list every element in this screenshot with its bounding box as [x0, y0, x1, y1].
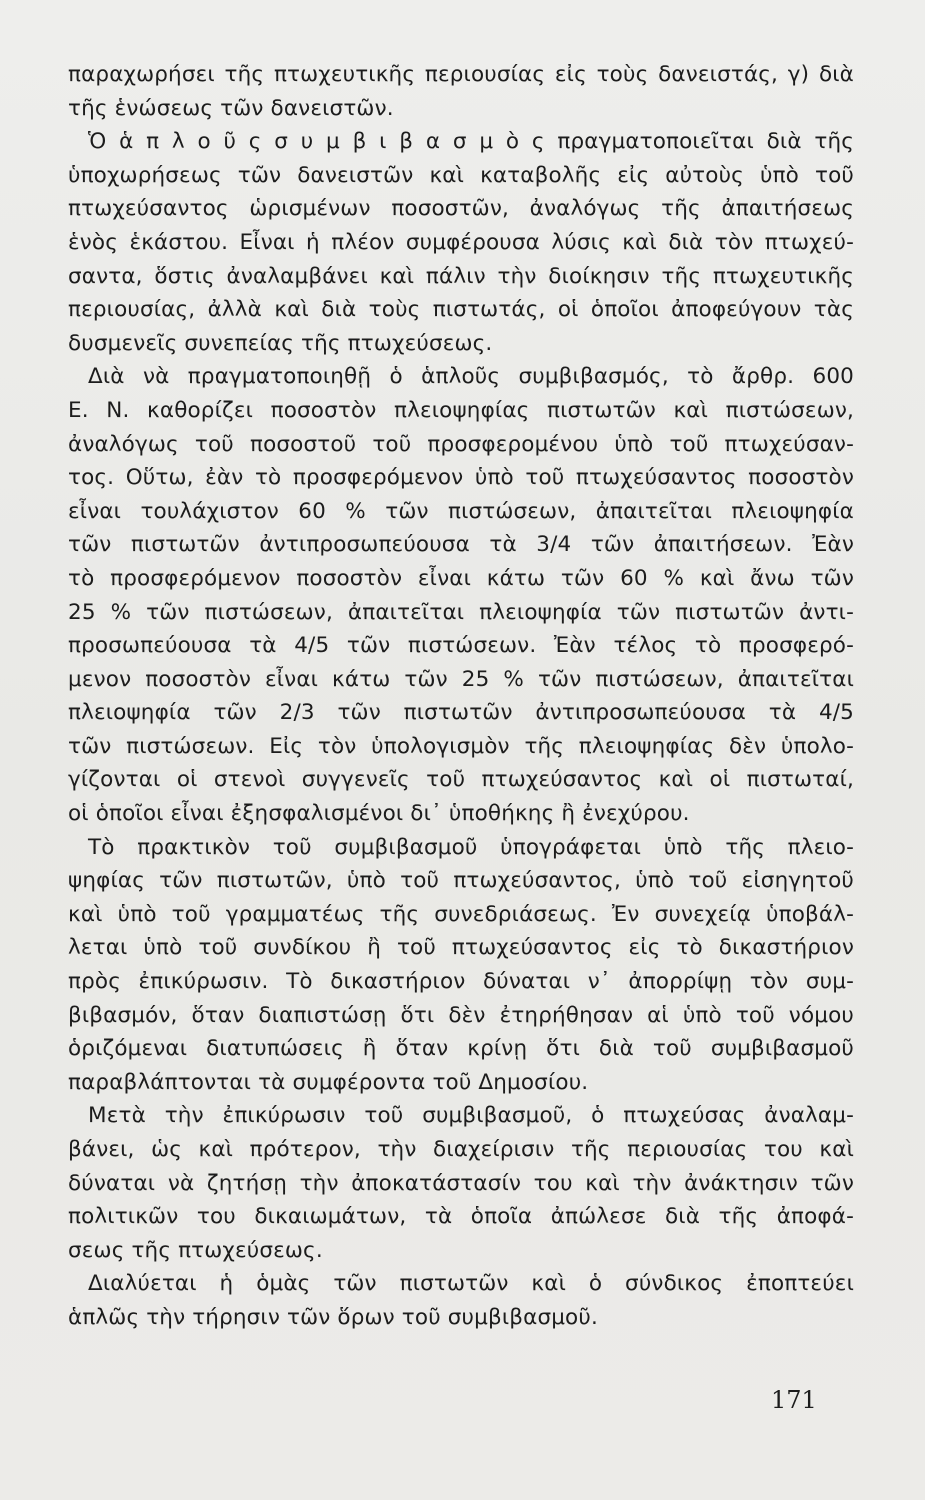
- text-line: τῶν πιστωτῶν ἀντιπροσωπεύουσα τὰ 3/4 τῶν ἀπαιτήσεων. Ἐὰν: [68, 532, 854, 558]
- text-line: ὁριζόμεναι διατυπώσεις ἢ ὅταν κρίνῃ ὅτι διὰ τοῦ συμβιβασμοῦ: [68, 1036, 854, 1062]
- text-line: βάνει, ὡς καὶ πρότερον, τὴν διαχείρισιν τῆς περιουσίας του καὶ: [68, 1137, 854, 1162]
- text-line: ὑποχωρήσεως τῶν δανειστῶν καὶ καταβολῆς εἰς αὐτοὺς ὑπὸ τοῦ: [68, 162, 854, 188]
- text-line: δυσμενεῖς συνεπείας τῆς πτωχεύσεως.: [68, 330, 493, 356]
- text-line: Διαλύεται ἡ ὁμὰς τῶν πιστωτῶν καὶ ὁ σύνδικος ἐποπτεύει: [88, 1271, 854, 1297]
- text-line: Ὁ ἁ π λ ο ῦ ς σ υ μ β ι β α σ μ ὸ ς πραγματοποιεῖται διὰ τῆς: [88, 129, 854, 155]
- text-line: καὶ ὑπὸ τοῦ γραμματέως τῆς συνεδριάσεως. Ἐν συνεχείᾳ ὑποβάλ-: [68, 901, 854, 927]
- text-line: τος. Οὕτω, ἐὰν τὸ προσφερόμενον ὑπὸ τοῦ πτωχεύσαντος ποσοστὸν: [68, 465, 854, 491]
- text-line: δύναται νὰ ζητήσῃ τὴν ἀποκατάστασίν του καὶ τὴν ἀνάκτησιν τῶν: [68, 1170, 854, 1196]
- text-line: ψηφίας τῶν πιστωτῶν, ὑπὸ τοῦ πτωχεύσαντος, ὑπὸ τοῦ εἰσηγητοῦ: [68, 868, 854, 894]
- text-line: σαντα, ὅστις ἀναλαμβάνει καὶ πάλιν τὴν διοίκησιν τῆς πτωχευτικῆς: [68, 263, 854, 289]
- text-line: παραχωρήσει τῆς πτωχευτικῆς περιουσίας εἰς τοὺς δανειστάς, γ) διὰ: [68, 62, 854, 87]
- text-line: βιβασμόν, ὅταν διαπιστώσῃ ὅτι δὲν ἐτηρήθησαν αἱ ὑπὸ τοῦ νόμου: [68, 1002, 854, 1028]
- text-line: ἀναλόγως τοῦ ποσοστοῦ τοῦ προσφερομένου ὑπὸ τοῦ πτωχεύσαν-: [68, 431, 854, 457]
- text-line: περιουσίας, ἀλλὰ καὶ διὰ τοὺς πιστωτάς, οἱ ὁποῖοι ἀποφεύγουν τὰς: [68, 297, 854, 323]
- text-line: πλειοψηφία τῶν 2/3 τῶν πιστωτῶν ἀντιπροσωπεύουσα τὰ 4/5: [68, 700, 854, 726]
- text-line: σεως τῆς πτωχεύσεως.: [68, 1237, 323, 1263]
- text-line: Μετὰ τὴν ἐπικύρωσιν τοῦ συμβιβασμοῦ, ὁ πτωχεύσας ἀναλαμ-: [88, 1103, 854, 1129]
- text-line: πτωχεύσαντος ὡρισμένων ποσοστῶν, ἀναλόγως τῆς ἀπαιτήσεως: [68, 196, 854, 222]
- text-line: ἁπλῶς τὴν τήρησιν τῶν ὅρων τοῦ συμβιβασμοῦ.: [68, 1304, 598, 1330]
- text-line: Ε. Ν. καθορίζει ποσοστὸν πλειοψηφίας πιστωτῶν καὶ πιστώσεων,: [68, 397, 854, 423]
- text-line: λεται ὑπὸ τοῦ συνδίκου ἢ τοῦ πτωχεύσαντος εἰς τὸ δικαστήριον: [68, 935, 854, 961]
- text-line: παραβλάπτονται τὰ συμφέροντα τοῦ Δημοσίου.: [68, 1069, 589, 1095]
- text-line: Τὸ πρακτικὸν τοῦ συμβιβασμοῦ ὑπογράφεται ὑπὸ τῆς πλειο-: [88, 834, 854, 860]
- page-number: 171: [771, 1386, 817, 1414]
- text-line: προσωπεύουσα τὰ 4/5 τῶν πιστώσεων. Ἐὰν τέλος τὸ προσφερό-: [68, 633, 854, 659]
- text-line: πολιτικῶν του δικαιωμάτων, τὰ ὁποῖα ἀπώλεσε διὰ τῆς ἀποφά-: [68, 1204, 854, 1230]
- text-line: Διὰ νὰ πραγματοποιηθῇ ὁ ἁπλοῦς συμβιβασμός, τὸ ἄρθρ. 600: [88, 364, 854, 390]
- text-line: 25 % τῶν πιστώσεων, ἀπαιτεῖται πλειοψηφία τῶν πιστωτῶν ἀντι-: [68, 599, 854, 625]
- text-line: μενον ποσοστὸν εἶναι κάτω τῶν 25 % τῶν πιστώσεων, ἀπαιτεῖται: [68, 666, 854, 692]
- text-line: εἶναι τουλάχιστον 60 % τῶν πιστώσεων, ἀπαιτεῖται πλειοψηφία: [68, 498, 854, 524]
- text-line: τὸ προσφερόμενον ποσοστὸν εἶναι κάτω τῶν 60 % καὶ ἄνω τῶν: [68, 565, 854, 591]
- text-line: γίζονται οἱ στενοὶ συγγενεῖς τοῦ πτωχεύσαντος καὶ οἱ πιστωταί,: [68, 767, 854, 793]
- body-text: [68, 58, 854, 1335]
- text-line: πρὸς ἐπικύρωσιν. Τὸ δικαστήριον δύναται ν᾽ ἀπορρίψῃ τὸν συμ-: [68, 969, 854, 995]
- text-line: ἑνὸς ἑκάστου. Εἶναι ἡ πλέον συμφέρουσα λύσις καὶ διὰ τὸν πτωχεύ-: [68, 229, 854, 255]
- text-line: τῶν πιστώσεων. Εἰς τὸν ὑπολογισμὸν τῆς πλειοψηφίας δὲν ὑπολο-: [68, 733, 854, 759]
- text-line: τῆς ἑνώσεως τῶν δανειστῶν.: [68, 95, 394, 121]
- text-line: οἱ ὁποῖοι εἶναι ἐξησφαλισμένοι δι᾽ ὑποθήκης ἢ ἐνεχύρου.: [68, 801, 690, 827]
